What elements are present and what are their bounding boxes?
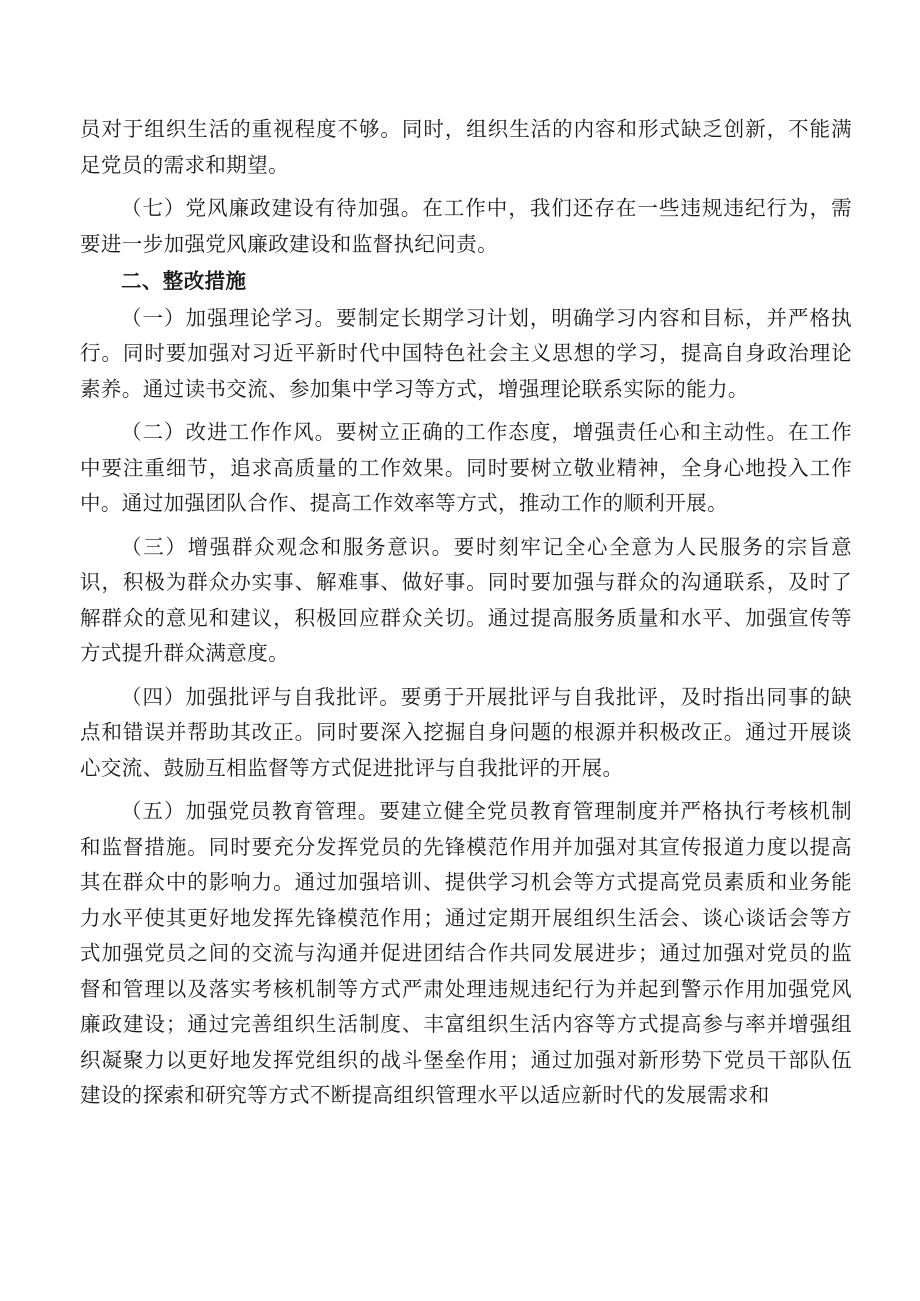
document-page bbox=[80, 112, 852, 1114]
paragraph-measure-3: （三）增强群众观念和服务意识。要时刻牢记全心全意为人民服务的宗旨意识，积极为群众办实事、解难事、做好事。同时要加强与群众的沟通联系，及时了解群众的意见和建议，积极回应群众关切。通过提高服务质量和水平、加强宣传等方式提升群众满意度。 bbox=[80, 534, 852, 665]
paragraph-continuation: 员对于组织生活的重视程度不够。同时，组织生活的内容和形式缺乏创新，不能满足党员的需求和期望。 bbox=[80, 117, 852, 177]
paragraph-measure-2: （二）改进工作作风。要树立正确的工作态度，增强责任心和主动性。在工作中要注重细节，追求高质量的工作效果。同时要树立敬业精神，全身心地投入工作中。通过加强团队合作、提高工作效率等方式，推动工作的顺利开展。 bbox=[80, 420, 852, 515]
paragraph-measure-4: （四）加强批评与自我批评。要勇于开展批评与自我批评，及时指出同事的缺点和错误并帮助其改正。同时要深入挖掘自身问题的根源并积极改正。通过开展谈心交流、鼓励互相监督等方式促进批评与自我批评的开展。 bbox=[80, 684, 852, 780]
paragraph-measure-5: （五）加强党员教育管理。要建立健全党员教育管理制度并严格执行考核机制和监督措施。同时要充分发挥党员的先锋模范作用并加强对其宣传报道力度以提高其在群众中的影响力。通过加强培训、提供学习机会等方式提高党员素质和业务能力水平使其更好地发挥先锋模范作用；通过定期开展组织生活会、谈心谈话会等方式加强党员之间的交流与沟通并促进团结合作共同发展进步；通过加强对党员的监督和管理以及落实考核机制等方式严肃处理违规违纪行为并起到警示作用加强党风廉政建设；通过完善组织生活制度、丰富组织生活内容等方式提高参与率并增强组织凝聚力以更好地发挥党组织的战斗堡垒作用；通过加强对新形势下党员干部队伍建设的探索和研究等方式不断提高组织管理水平以适应新时代的发展需求和 bbox=[80, 799, 852, 1107]
paragraph-item-seven: （七）党风廉政建设有待加强。在工作中，我们还存在一些违规违纪行为，需要进一步加强党风廉政建设和监督执纪问责。 bbox=[80, 196, 852, 256]
paragraph-measure-1: （一）加强理论学习。要制定长期学习计划，明确学习内容和目标，并严格执行。同时要加强对习近平新时代中国特色社会主义思想的学习，提高自身政治理论素养。通过读书交流、参加集中学习等方式，增强理论联系实际的能力。 bbox=[80, 305, 852, 401]
section-heading-rectification-measures: 二、整改措施 bbox=[121, 269, 247, 293]
